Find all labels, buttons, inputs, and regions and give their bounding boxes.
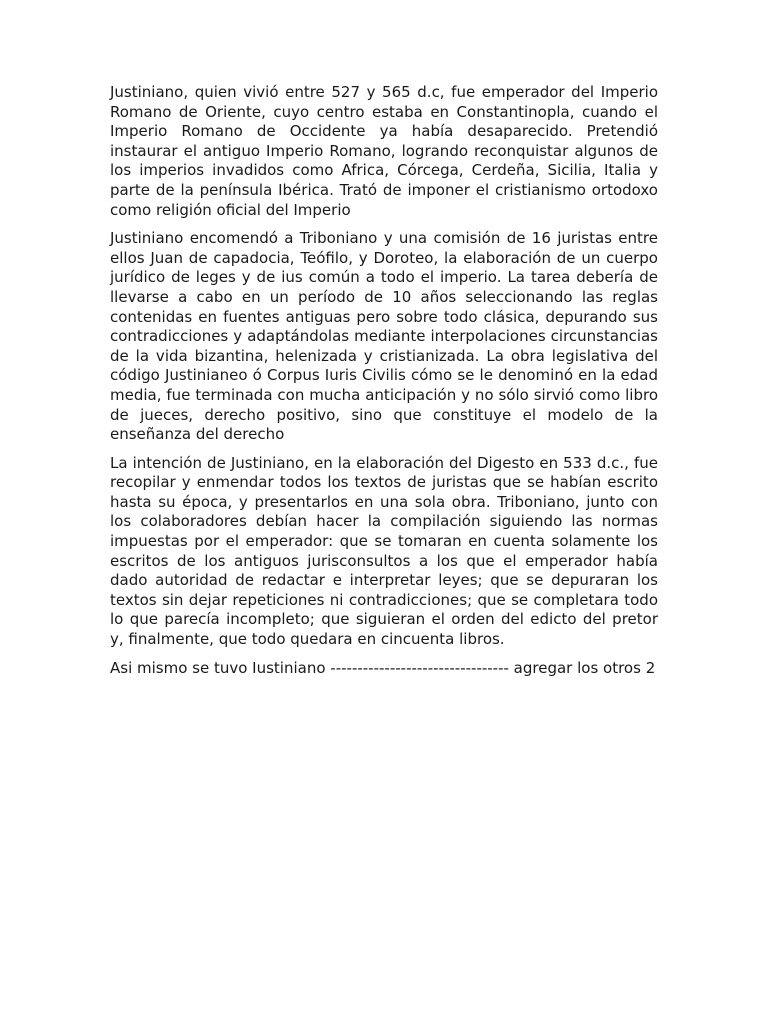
document-page bbox=[110, 83, 658, 687]
paragraph-2: Justiniano encomendó a Triboniano y una comisión de 16 juristas entre ellos Juan de capadocia, Teófilo, y Doroteo, la elaboración de un cuerpo jurídico de leges y de ius común a todo el imperio. La tarea debería de llevarse a cabo en un período de 10 años seleccionando las reglas contenidas en fuentes antiguas pero sobre todo clásica, depurando sus contradicciones y adaptándolas mediante interpolaciones circunstancias de la vida bizantina, helenizada y cristianizada. La obra legislativa del código Justinianeo ó Corpus Iuris Civilis cómo se le denominó en la edad media, fue terminada con mucha anticipación y no sólo sirvió como libro de jueces, derecho positivo, sino que constituye el modelo de la enseñanza del derecho bbox=[110, 229, 658, 444]
paragraph-1: Justiniano, quien vivió entre 527 y 565 d.c, fue emperador del Imperio Romano de Oriente, cuyo centro estaba en Constantinopla, cuando el Imperio Romano de Occidente ya había desaparecido. Pretendió instaurar el antiguo Imperio Romano, logrando reconquistar algunos de los imperios invadidos como Africa, Córcega, Cerdeña, Sicilia, Italia y parte de la península Ibérica. Trató de imponer el cristianismo ortodoxo como religión oficial del Imperio bbox=[110, 83, 658, 219]
paragraph-4: Asi mismo se tuvo Iustiniano --------------------------------- agregar los otros 2 bbox=[110, 658, 656, 677]
paragraph-3: La intención de Justiniano, en la elaboración del Digesto en 533 d.c., fue recopilar y enmendar todos los textos de juristas que se habían escrito hasta su época, y presentarlos en una sola obra. Triboniano, junto con los colaboradores debían hacer la compilación siguiendo las normas impuestas por el emperador: que se tomaran en cuenta solamente los escritos de los antiguos jurisconsultos a los que el emperador había dado autoridad de redactar e interpretar leyes; que se depuraran los textos sin dejar repeticiones ni contradicciones; que se completara todo lo que parecía incompleto; que siguieran el orden del edicto del pretor y, finalmente, que todo quedara en cincuenta libros. bbox=[110, 453, 658, 649]
